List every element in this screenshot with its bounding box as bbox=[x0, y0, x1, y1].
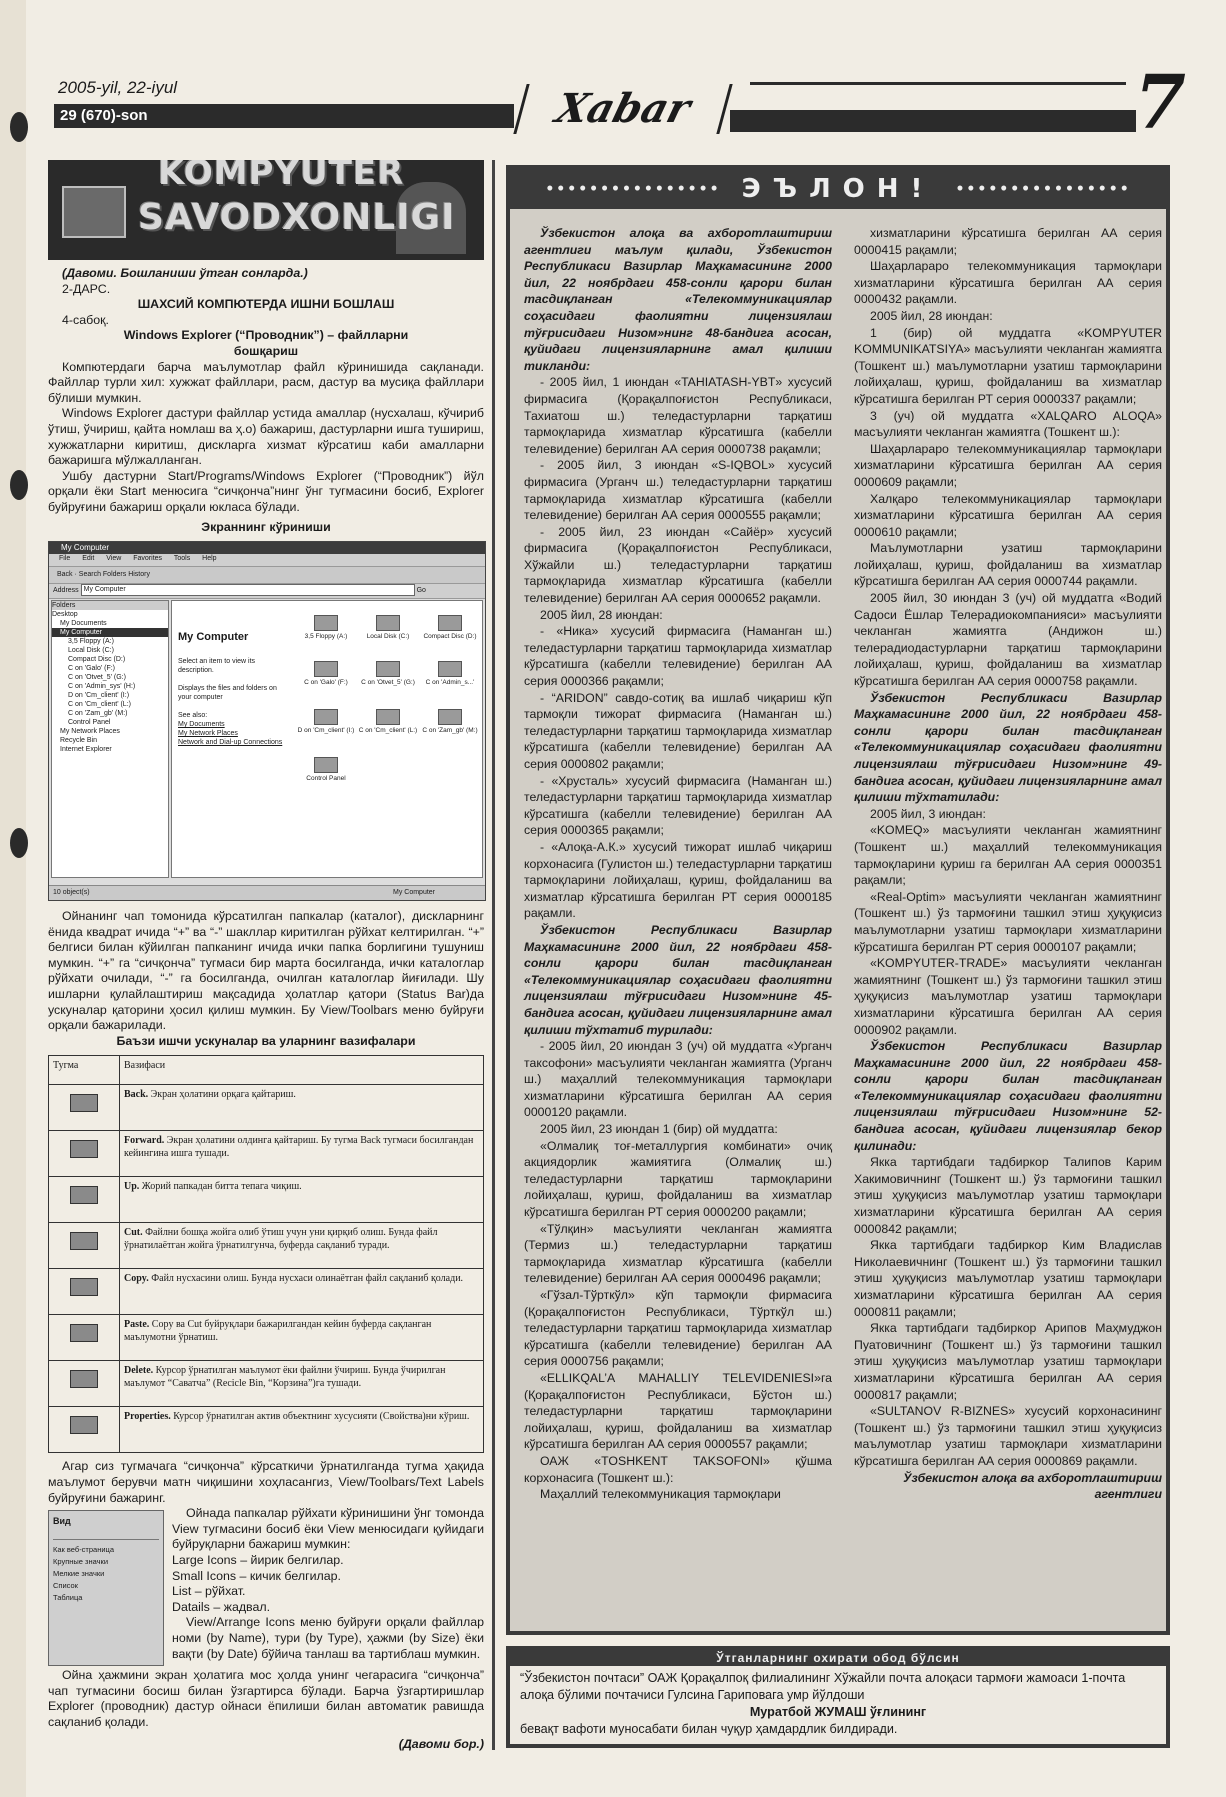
announcement-paragraph: 2005 йил, 3 июндан: bbox=[870, 806, 986, 821]
header-rule bbox=[750, 82, 1126, 85]
drive-icon: C on 'Admin_s...' bbox=[420, 661, 480, 686]
tree-item: 3,5 Floppy (A:) bbox=[68, 638, 114, 646]
announcement-paragraph: 3 (уч) ой муддатга «XALQARO ALOQA» масъулияти чекланган жамиятга (Тошкент ш.): bbox=[854, 408, 1162, 440]
tree-item: C on 'Admin_sys' (H:) bbox=[68, 683, 136, 691]
newspaper-logo: Xabar bbox=[513, 84, 732, 134]
issue-number-bar bbox=[54, 104, 514, 128]
table-title: Баъзи ишчи ускуналар ва уларнинг вазифалари bbox=[116, 1033, 416, 1048]
drive-icon: C on 'Cm_client' (L:) bbox=[358, 709, 418, 734]
tree-item: Recycle Bin bbox=[60, 737, 97, 745]
copy-icon bbox=[49, 1269, 120, 1315]
announcement-paragraph: «Гўзал-Тўрткўл» кўп тармоқли фирмасига (Қорақалпоғистон Республикаси, Тўрткўл ш.) теледастурларни тарқатиш тармоқларида хизматлар кўрсатишга (кабелли телевидение) берилган АА серия 0000756 рақамли; bbox=[524, 1288, 832, 1369]
continued-note: (Давоми. Бошланиши ўтган сонларда.) bbox=[62, 266, 308, 280]
tree-item: Control Panel bbox=[68, 719, 111, 727]
window-menubar bbox=[49, 554, 485, 567]
announcement-paragraph: «KOMPYUTER-TRADE» масъулияти чекланган жамиятнинг (Тошкент ш.) ўз тармоғини ташкил этиш ҳуқуқисиз маълумотлар узатиш тармоқлари хизматларини кўрсатишга берилган АА серия 0000902 рақамли. bbox=[854, 956, 1162, 1037]
announcement-paragraph: Халқаро телекоммуникациялар тармоқлари хизматларини кўрсатишга берилган АА серия 0000610 рақамли; bbox=[854, 491, 1162, 539]
paragraph: View/Arrange Icons меню буйруғи орқали файллар номи (by Name), тури (by Type), ҳажми (by Size) ёки вақти (by Date) бўйича танлаш ва тартиблаш мумкин. bbox=[172, 1615, 484, 1661]
announcement-paragraph: Якка тартибдаги тадбиркор Талипов Карим Хакимовичнинг (Тошкент ш.) ўз тармоғини ташкил этиш ҳуқуқисиз маълумотлар узатиш тармоқлари хизматларини кўрсатишга берилган АА серия 0000842 рақамли; bbox=[854, 1155, 1162, 1236]
page-number: 7 bbox=[1134, 60, 1186, 146]
paragraph: Ойнада папкалар рўйхати кўринишини ўнг томонда View тугмасини босиб ёки View менюсидаги қуйидаги буйруқларни бажариш мумкин: bbox=[172, 1506, 484, 1552]
announcement-paragraph: 2005 йил, 23 июндан 1 (бир) ой муддатга: bbox=[540, 1122, 778, 1137]
menu-item: Edit bbox=[82, 555, 95, 563]
paragraph: Windows Explorer дастури файллар устида амаллар (нусхалаш, кўчириб ўтиш, ўчириш, қайта номлаш ва ҳ.о) бажариш, дастурларни ишга тушириш, хужжатларни киритиш, дискларга хизмат кўрсатиш каби амалларни бажаришга мўлжалланган. bbox=[48, 406, 484, 468]
view-menu-item: Список bbox=[53, 1581, 78, 1591]
announcement-lead: Ўзбекистон Республикаси Вазирлар Маҳкамасининг 2000 йил, 22 ноябрдаги 458-сонли қарори билан тасдиқланган «Телекоммуникациялар соҳасидаги фаолиятни лицензиялаш тўғрисидаги Низом»нинг 49-бандига асосан, қуйидаги лицензияларнинг амал қилиши тўхтатилади: bbox=[854, 690, 1162, 805]
pane-text: Select an item to view its description. bbox=[178, 658, 256, 675]
obituary-text: бевақт вафоти муносабати билан чуқур ҳамдардлик билдиради. bbox=[520, 1722, 898, 1736]
paragraph: Агар сиз тугмачага “сичқонча” кўрсаткичи ўрнатилганда тугма ҳақида маълумот берувчи матн чиқишини хоҳласангиз, View/Toolbars/Text Labels буйруғини бажаринг. bbox=[48, 1459, 484, 1505]
status-bar bbox=[49, 885, 485, 900]
announcement-lead: Ўзбекистон Республикаси Вазирлар Маҳкамасининг 2000 йил, 22 ноябрдаги 458-сонли қарори билан тасдиқланган «Телекоммуникациялар соҳасидаги фаолиятни лицензиялаш тўғрисидаги Низом»нинг 52-бандига асосан, қуйидаги лицензиялар бекор қилинади: bbox=[854, 1039, 1162, 1153]
announcement-paragraph: «KOMEQ» масъулияти чекланган жамиятнинг (Тошкент ш.) маҳаллий телекоммуникация тармоқларини қуриш га берилган АА серия 0000351 рақамли; bbox=[854, 823, 1162, 888]
obituary-name: Муратбой ЖУМАШ ўғлининг bbox=[749, 1705, 927, 1719]
view-menu-screenshot bbox=[48, 1510, 164, 1666]
announcement-column-left bbox=[524, 225, 832, 1503]
subheading-number: 4-сабоқ. bbox=[62, 312, 109, 327]
go-label: Go bbox=[416, 587, 426, 595]
pane-text: Displays the files and folders on your computer bbox=[178, 685, 277, 702]
paragraph: Ойнанинг чап томонида кўрсатилган папкалар (каталог), дискларнинг ёнида квадрат ичида “+” ва “-” шакллар киритилган рўйхат келтирилган. “+” белгиси билан кўйилган папканинг ичида ички папка борлигини тушуниш мумкин. “+” га “сичқонча” тугмаси бир марта босилганда, ички каталоглар рўйхати очилади, “-” га босилганда, очилган каталоглар йиғилади. Шу ишларни қулайлаштириш мақсадида ҳолатлар қатори (Status Bar)да ускуналар қаторини ҳосил қилиш мумкин. Бу View/Toolbars меню буйруғи орқали бажарилади. bbox=[48, 909, 484, 1033]
delete-icon bbox=[49, 1361, 120, 1407]
menu-item: Favorites bbox=[133, 555, 163, 563]
announcement-paragraph: хизматларини кўрсатишга берилган АА серия 0000415 рақамли; bbox=[854, 226, 1162, 257]
tree-item: C on 'Cm_client' (L:) bbox=[68, 701, 131, 709]
table-header-row bbox=[49, 1056, 484, 1085]
drive-icon: 3,5 Floppy (A:) bbox=[296, 615, 356, 640]
announcement-paragraph: Маҳаллий телекоммуникация тармоқлари bbox=[540, 1487, 781, 1502]
menu-item: File bbox=[59, 555, 71, 563]
status-left: 10 object(s) bbox=[53, 889, 90, 897]
control-panel-icon: Control Panel bbox=[296, 757, 356, 782]
announcement-paragraph: Шаҳарлараро телекоммуникациялар тармоқлари хизматларини кўрсатишга берилган АА серия 0000609 рақамли; bbox=[854, 441, 1162, 489]
back-icon bbox=[49, 1085, 120, 1131]
tree-item: My Documents bbox=[60, 620, 107, 628]
menu-item: Tools bbox=[173, 555, 191, 563]
announcement-paragraph: - 2005 йил, 20 июндан 3 (уч) ой муддатга «Урганч таксофони» масъулияти чекланган жамиятга (Урганч ш.) маҳаллий телекоммуникация тармоқлари хизматларини кўрсатишга берилган АА серия 0000120 рақамли. bbox=[524, 1039, 832, 1120]
lesson-label: 2-ДАРС. bbox=[62, 281, 111, 296]
tree-item: Desktop bbox=[52, 611, 78, 619]
cut-icon bbox=[49, 1223, 120, 1269]
announcement-lead: Ўзбекистон Республикаси Вазирлар Маҳкамасининг 2000 йил, 22 ноябрдаги 458-сонли қарори билан тасдиқланган «Телекоммуникациялар соҳасидаги фаолиятни лицензиялаш тўғрисидаги Низом»нинг 45-бандига асосан, қуйидаги лицензияларнинг амал қилиши тўхтатиб турилади: bbox=[524, 922, 832, 1037]
announcement-lead: Ўзбекистон алоқа ва ахборотлаштириш агентлиги маълум қилади, Ўзбекистон Республикаси Вазирлар Маҳкамасининг 2000 йил, 22 ноябрдаги 458-сонли қарори билан тасдиқланган «Телекоммуникациялар соҳасидаги фаолиятни лицензиялаш тўғрисидаги Низом»нинг 48-бандига асосан, қуйидаги лицензияларнинг амал қилиши тикланди: bbox=[524, 226, 832, 373]
announcement-paragraph: - «Хрусталь» хусусий фирмасига (Наманган ш.) теледастурларни тарқатиш тармоқларида хизматлар кўрсатишга (кабелли телевидение) берилган АА серия 0000365 рақамли; bbox=[524, 773, 832, 838]
view-menu-item: Таблица bbox=[53, 1593, 83, 1603]
announcement-paragraph: Маълумотларни узатиш тармоқларини лойиҳалаш, қуриш, фойдаланиш ва хизматлар кўрсатишга берилган АА серия 0000744 рақамли. bbox=[854, 541, 1162, 589]
obituary-box bbox=[506, 1646, 1170, 1748]
announcement-paragraph: 2005 йил, 28 июндан: bbox=[870, 308, 993, 323]
tree-item: Internet Explorer bbox=[60, 746, 112, 754]
page-edge bbox=[0, 0, 26, 1797]
table-row: Properties. Курсор ўрнатилган актив объектнинг хусусияти (Свойства)ни кўриш. bbox=[49, 1407, 484, 1453]
to-be-continued: (Давоми бор.) bbox=[398, 1736, 484, 1751]
tree-item: My Network Places bbox=[60, 728, 120, 736]
announcement-paragraph: - “ARIDON” савдо-сотиқ ва ишлаб чиқариш кўп тармоқли тижорат фирмасига (Наманган ш.) теледастурларни тарқатиш тармоқларида хизматлар кўрсатишга (кабелли телевидение) берилган АА серия 0000802 рақамли; bbox=[524, 690, 832, 771]
forward-icon bbox=[49, 1131, 120, 1177]
announcement-paragraph: «Олмалиқ тоғ-металлургия комбинати» очиқ акциядорлик жамиятига (Олмалиқ ш.) теледастурларни тарқатиш тармоқларини лойиҳалаш, қуриш, фойдаланиш ва хизматлар кўрсатишга берилган РТ серия 0000200 рақамли; bbox=[524, 1138, 832, 1220]
article-subheading: Windows Explorer (“Проводник”) – файлларни бошқариш bbox=[123, 328, 409, 358]
tree-item: D on 'Cm_client' (I:) bbox=[68, 692, 130, 700]
tree-item: Local Disk (C:) bbox=[68, 647, 114, 655]
announcement-paragraph: - 2005 йил, 1 июндан «TAHIATASH-YBT» хусусий фирмасига (Қорақалпоғистон Республикаси, Тахиатош ш.) теледастурларни тарқатиш тармоқларида хизматлар кўрсатишга (кабелли телевидение) берилган АА серия 0000738 рақамли; bbox=[524, 375, 832, 456]
announcement-paragraph: - 2005 йил, 3 июндан «S-IQBOL» хусусий фирмасига (Урганч ш.) теледастурларни тарқатиш тармоқларида хизматлар кўрсатишга (кабелли телевидение) берилган АА серия 0000555 рақамли; bbox=[524, 458, 832, 523]
announcement-paragraph: - «Ника» хусусий фирмасига (Наманган ш.) теледастурларни тарқатиш тармоқларида хизматлар кўрсатишга (кабелли телевидение) берилган АА серия 0000366 рақамли; bbox=[524, 624, 832, 689]
announcement-header: •••••••••••••••• ЭЪЛОН! •••••••••••••••• bbox=[510, 169, 1166, 209]
pane-link: My Network Places bbox=[178, 730, 238, 738]
announcement-paragraph: - 2005 йил, 23 июндан «Сайёр» хусусий фирмасига (Қорақалпоғистон Республикаси, Хўжайли ш.) теледастурларни тарқатиш тармоқларида хизматлар кўрсатишга (кабелли телевидение) берилган АА серия 0000652 рақамли. bbox=[524, 524, 832, 606]
issue-date: 2005-yil, 22-iyul bbox=[58, 78, 178, 97]
list-item: Large Icons – йирик белгилар. bbox=[172, 1553, 344, 1567]
announcement-paragraph: 1 (бир) ой муддатга «KOMPYUTER KOMMUNIKATSIYA» масъулияти чекланган жамиятга (Тошкент ш.) маълумотларни узатиш тармоқларини лойиҳалаш, қуриш, фойдаланиш ва хизматлар кўрсатишга берилган РТ серия 0000337 рақамли; bbox=[854, 325, 1162, 406]
drive-icon: Local Disk (C:) bbox=[358, 615, 418, 640]
announcement-box bbox=[506, 165, 1170, 1635]
paragraph: Компютердаги барча маълумотлар файл кўринишида сақланади. Файллар турли хил: хужжат файллари, расм, дастур ва мусиқа файллари бўлиши мумкин. bbox=[48, 359, 484, 405]
binding-hole bbox=[10, 828, 28, 858]
view-menu-item: Мелкие значки bbox=[53, 1569, 105, 1579]
up-icon bbox=[49, 1177, 120, 1223]
drive-icon: C on 'Zam_gb' (M:) bbox=[420, 709, 480, 734]
window-toolbar: Back · Search Folders History bbox=[49, 567, 485, 584]
folders-label: Folders bbox=[52, 601, 168, 610]
announcement-paragraph: Якка тартибдаги тадбиркор Арипов Маҳмуджон Пуатовичнинг (Тошкент ш.) ўз тармоғини ташкил этиш ҳуқуқисиз маълумотлар узатиш тармоқлари хизматларини кўрсатишга берилган АА серия 0000817 рақамли; bbox=[854, 1321, 1162, 1402]
list-item: Small Icons – кичик белгилар. bbox=[172, 1568, 341, 1583]
announcement-paragraph: 2005 йил, 28 июндан: bbox=[540, 607, 663, 622]
announcement-paragraph: Якка тартибдаги тадбиркор Ким Владислав Николаевичнинг (Тошкент ш.) ўз тармоғини ташкил этиш ҳуқуқисиз маълумотлар узатиш тармоқлари хизматларини кўрсатишга берилган АА серия 0000811 рақамли; bbox=[854, 1238, 1162, 1319]
table-row: Up. Жорий папкадан битта тепага чиқиш. bbox=[49, 1177, 484, 1223]
list-item: List – рўйхат. bbox=[172, 1584, 246, 1599]
table-row: Forward. Экран ҳолатини олдинга қайтариш. Бу тугма Back тугмаси босилгандан кейингина ишга тушади. bbox=[49, 1131, 484, 1177]
pane-text: See also: bbox=[178, 712, 208, 720]
obituary-body bbox=[510, 1666, 1166, 1738]
drive-icon: C on 'Otvet_5' (G:) bbox=[358, 661, 418, 686]
article-heading: ШАХСИЙ КОМПЮТЕРДА ИШНИ БОШЛАШ bbox=[137, 297, 395, 312]
tree-item: Compact Disc (D:) bbox=[68, 656, 126, 664]
table-row: Paste. Copy ва Cut буйруқлари бажарилгандан кейин буферда сақланган маълумотни ўрнатиш. bbox=[49, 1315, 484, 1361]
drive-icon: D on 'Cm_client' (I:) bbox=[296, 709, 356, 734]
table-row: Copy. Файл нусхасини олиш. Бунда нусхаси олинаётган файл сақланиб қолади. bbox=[49, 1269, 484, 1315]
paste-icon bbox=[49, 1315, 120, 1361]
banner-title-line1: KOMPYUTER bbox=[158, 160, 405, 193]
properties-icon bbox=[49, 1407, 120, 1453]
announcement-paragraph: «SULTANOV R-BIZNES» хусусий корхонасининг (Тошкент ш.) ўз тармоғини ташкил этиш ҳуқуқисиз маълумотлар узатиш тармоқлари хизматларини кўрсатишга берилган АА серия 0000869 рақамли. bbox=[854, 1404, 1162, 1468]
issue-number: 29 (670)-son bbox=[60, 107, 148, 124]
table-row: Cut. Файлни бошқа жойга олиб ўтиш учун уни қирқиб олиш. Бунда файл ўрнатилаётган жойга ўрнатилгунча, буферда сақланиб туради. bbox=[49, 1223, 484, 1269]
obituary-title: Ўтганларнинг охирати обод бўлсин bbox=[510, 1650, 1166, 1666]
menu-item: Help bbox=[202, 555, 217, 563]
address-field: My Computer bbox=[81, 584, 415, 596]
window-titlebar: My Computer bbox=[49, 542, 485, 554]
screenshot-caption: Экраннинг кўриниши bbox=[201, 519, 331, 534]
banner-title-line2: SAVODXONLIGI bbox=[138, 197, 456, 238]
computer-illustration bbox=[62, 186, 126, 238]
pane-link: Network and Dial-up Connections bbox=[178, 739, 283, 747]
announcement-paragraph: 2005 йил, 30 июндан 3 (уч) ой муддатга «Водий Садоси Ёшлар Телерадиокомпанияси» масъулияти чекланган жамиятга (Андижон ш.) телерадиодастурларни тарқатиш тармоқларини лойиҳалаш, қуриш, фойдаланиш ва хизматлар кўрсатишга берилган АА серия 0000758 рақамли. bbox=[854, 591, 1162, 689]
tree-item: C on 'Otvet_5' (G:) bbox=[68, 674, 126, 682]
article-banner bbox=[48, 160, 484, 260]
explorer-screenshot bbox=[48, 541, 486, 901]
binding-hole bbox=[10, 112, 28, 142]
announcement-paragraph: Шаҳарлараро телекоммуникация тармоқлари хизматларини кўрсатишга берилган АА серия 0000432 рақамли. bbox=[854, 259, 1162, 307]
status-right: My Computer bbox=[393, 889, 436, 897]
obituary-text: “Ўзбекистон почтаси” ОАЖ Қорақалпоқ филиалининг Хўжайли почта алоқаси тармоғи жамоаси 1-почта алоқа бўлими почтачиси Гулсина Гариповага умр йўлдоши bbox=[520, 1671, 1126, 1702]
table-row: Delete. Курсор ўрнатилган маълумот ёки файлни ўчириш. Бунда ўчирилган маълумот “Саватча” (Recicle Bin, “Корзина”)га тушади. bbox=[49, 1361, 484, 1407]
announcement-paragraph: ОАЖ «TOSHKENT TAKSOFONI» қўшма корхонасига (Тошкент ш.): bbox=[524, 1453, 832, 1485]
pane-link: My Documents bbox=[178, 721, 225, 729]
binding-hole bbox=[10, 470, 28, 500]
view-menu-item: Крупные значки bbox=[53, 1557, 109, 1567]
announcement-columns bbox=[524, 225, 1162, 1621]
address-bar bbox=[49, 584, 485, 599]
view-menu-title: Вид bbox=[53, 1515, 159, 1540]
announcement-paragraph: «ELLIKQAL’A MAHALLIY TELEVIDENIESI»га (Қорақалпоғистон Республикаси, Бўстон ш.) теледастурларни тарқатиш тармоқларини лойиҳалаш, қуриш, фойдаланиш ва хизматлар кўрсатишга берилган АА серия 0000557 рақамли; bbox=[524, 1370, 832, 1452]
announcement-column-right bbox=[854, 225, 1162, 1503]
address-label: Address bbox=[53, 587, 79, 595]
announcement-paragraph: «Real-Optim» масъулияти чекланган жамиятнинг (Тошкент ш.) ўз тармоғини ташкил этиш ҳуқуқисиз маълумотларни узатиш тармоқлари хизматларини кўрсатишга берилган РТ серия 0000107 рақамли; bbox=[854, 889, 1162, 954]
tree-item: C on 'Zam_gb' (M:) bbox=[68, 710, 128, 718]
announcement-paragraph: - «Алоқа-А.К.» хусусий тижорат ишлаб чиқариш корхонасига (Гулистон ш.) теледастурларни тарқатиш тармоқларини лойиҳалаш, қуриш, фойдаланиш ва хизматлар кўрсатишга берилган РТ серия 0000185 рақамли. bbox=[524, 839, 832, 921]
list-item: Datails – жадвал. bbox=[172, 1599, 271, 1614]
announcement-paragraph: «Тўлқин» масъулияти чекланган жамиятга (Термиз ш.) теледастурларни тарқатиш тармоқларида хизматлар кўрсатишга (кабелли телевидение) берилган АА серия 0000496 рақамли; bbox=[524, 1221, 832, 1286]
view-menu-item: Как веб-страница bbox=[53, 1545, 115, 1555]
column-divider bbox=[492, 160, 495, 1750]
table-row: Back. Экран ҳолатини орқага қайтариш. bbox=[49, 1085, 484, 1131]
drive-icon: Compact Disc (D:) bbox=[420, 615, 480, 640]
article-computer-literacy bbox=[48, 160, 484, 1752]
menu-item: View bbox=[106, 555, 122, 563]
tools-table bbox=[48, 1055, 484, 1453]
table-header: Тугма bbox=[49, 1056, 120, 1085]
drive-icon: C on 'Galo' (F:) bbox=[296, 661, 356, 686]
masthead bbox=[50, 60, 1186, 146]
pane-description bbox=[178, 657, 286, 747]
content-pane bbox=[171, 600, 483, 878]
pane-title: My Computer bbox=[178, 631, 249, 644]
folder-tree bbox=[51, 600, 169, 878]
paragraph: Ушбу дастурни Start/Programs/Windows Explorer (“Проводник”) йўл орқали ёки Start менюсига “сичқонча”нинг ўнг тугмасини босиб, Explorer буйруғини бажариш орқали юкласа бўлади. bbox=[48, 468, 484, 514]
paragraph: Ойна ҳажмини экран ҳолатига мос ҳолда унинг чегарасига “сичқонча” чап тугмасини босиш билан ўзгартирса бўлади. Барча ўзгартиришлар Explorer (проводник) дастур ойнаси ёпилиши билан автоматик равишда сақланиб қолади. bbox=[48, 1668, 484, 1729]
tree-item: My Computer bbox=[52, 628, 168, 637]
announcement-title: ЭЪЛОН! bbox=[741, 174, 935, 204]
table-header: Вазифаси bbox=[120, 1056, 484, 1085]
announcement-signature: Ўзбекистон алоқа ва ахборотлаштириш агентлиги bbox=[903, 1470, 1162, 1502]
header-rule bbox=[730, 110, 1136, 132]
tree-item: C on 'Galo' (F:) bbox=[68, 665, 116, 673]
